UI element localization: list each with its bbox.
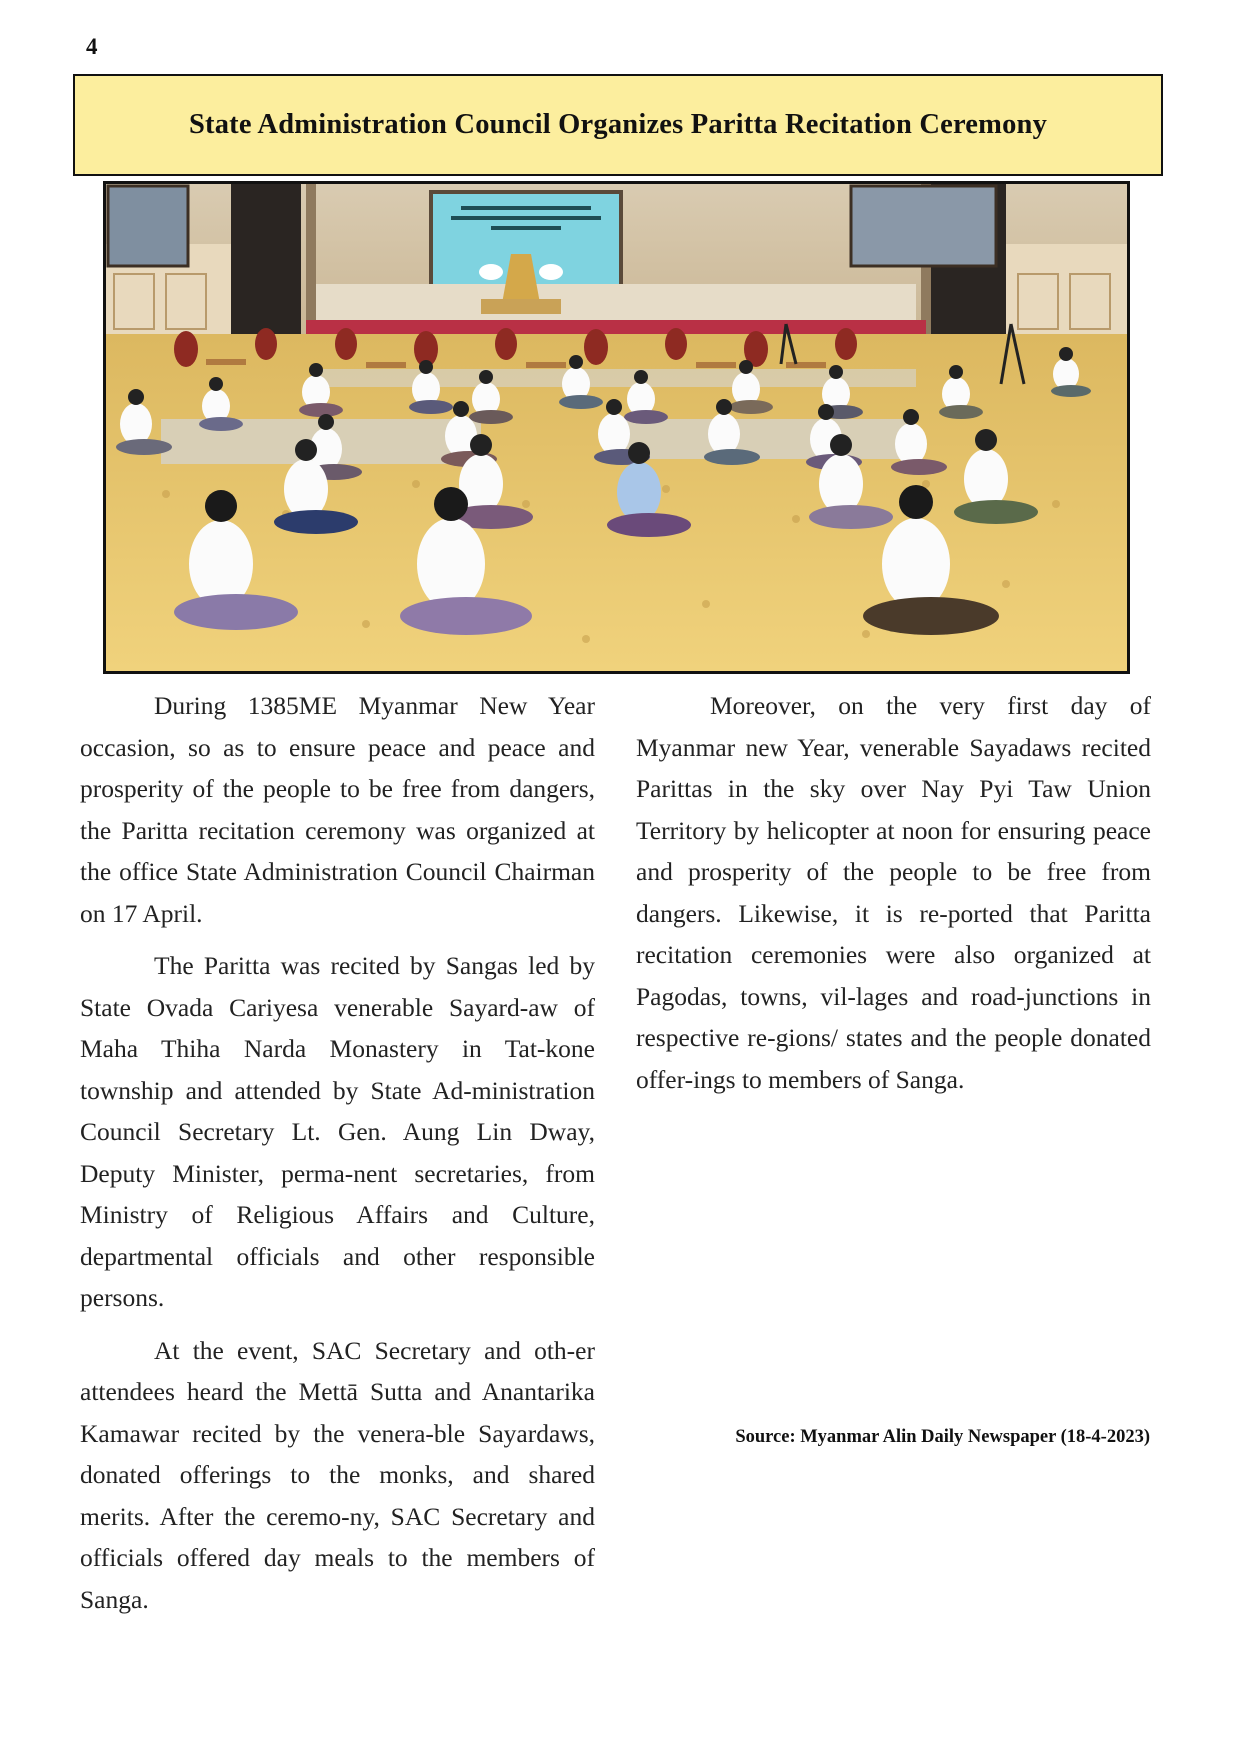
article-title: State Administration Council Organizes Paritta Recitation Ceremony [188,109,1048,140]
paragraph: At the event, SAC Secretary and oth-er attendees heard the Mettā Sutta and Anantarika Kamawar recited by the venera-ble Sayardaws, donated offerings to the monks, and shared merits. After the ceremo-ny, SAC Secretary and officials offered day meals to the members of Sanga. [80,1335,595,1614]
right-column [636,685,1151,1111]
paragraph: The Paritta was recited by Sangas led by State Ovada Cariyesa venerable Sayard-aw of Maha Thiha Narda Monastery in Tat-kone township and attended by State Ad-ministration Council Secretary Lt. Gen. Aung Lin Dway, Deputy Minister, perma-nent secretaries, from Ministry of Religious Affairs and Culture, departmental officials and other responsible persons. [80,951,595,1312]
paragraph: During 1385ME Myanmar New Year occasion, so as to ensure peace and peace and prosperity of the people to be free from dangers, the Paritta recitation ceremony was organized at the office State Administration Council Chairman on 17 April. [80,691,595,928]
article-title-box [73,74,1163,176]
left-column [80,685,595,1631]
source-credit: Source: Myanmar Alin Daily Newspaper (18-4-2023) [735,1427,1150,1447]
ceremony-photo [103,181,1130,674]
page-number: 4 [86,34,98,59]
paragraph: Moreover, on the very first day of Myanmar new Year, venerable Sayadaws recited Parittas in the sky over Nay Pyi Taw Union Territory by helicopter at noon for ensuring peace and prosperity of the people to be free from dangers. Likewise, it is re-ported that Paritta recitation ceremonies were also organized at Pagodas, towns, vil-lages and road-junctions in respective re-gions/ states and the people donated offer-ings to members of Sanga. [636,691,1151,1094]
